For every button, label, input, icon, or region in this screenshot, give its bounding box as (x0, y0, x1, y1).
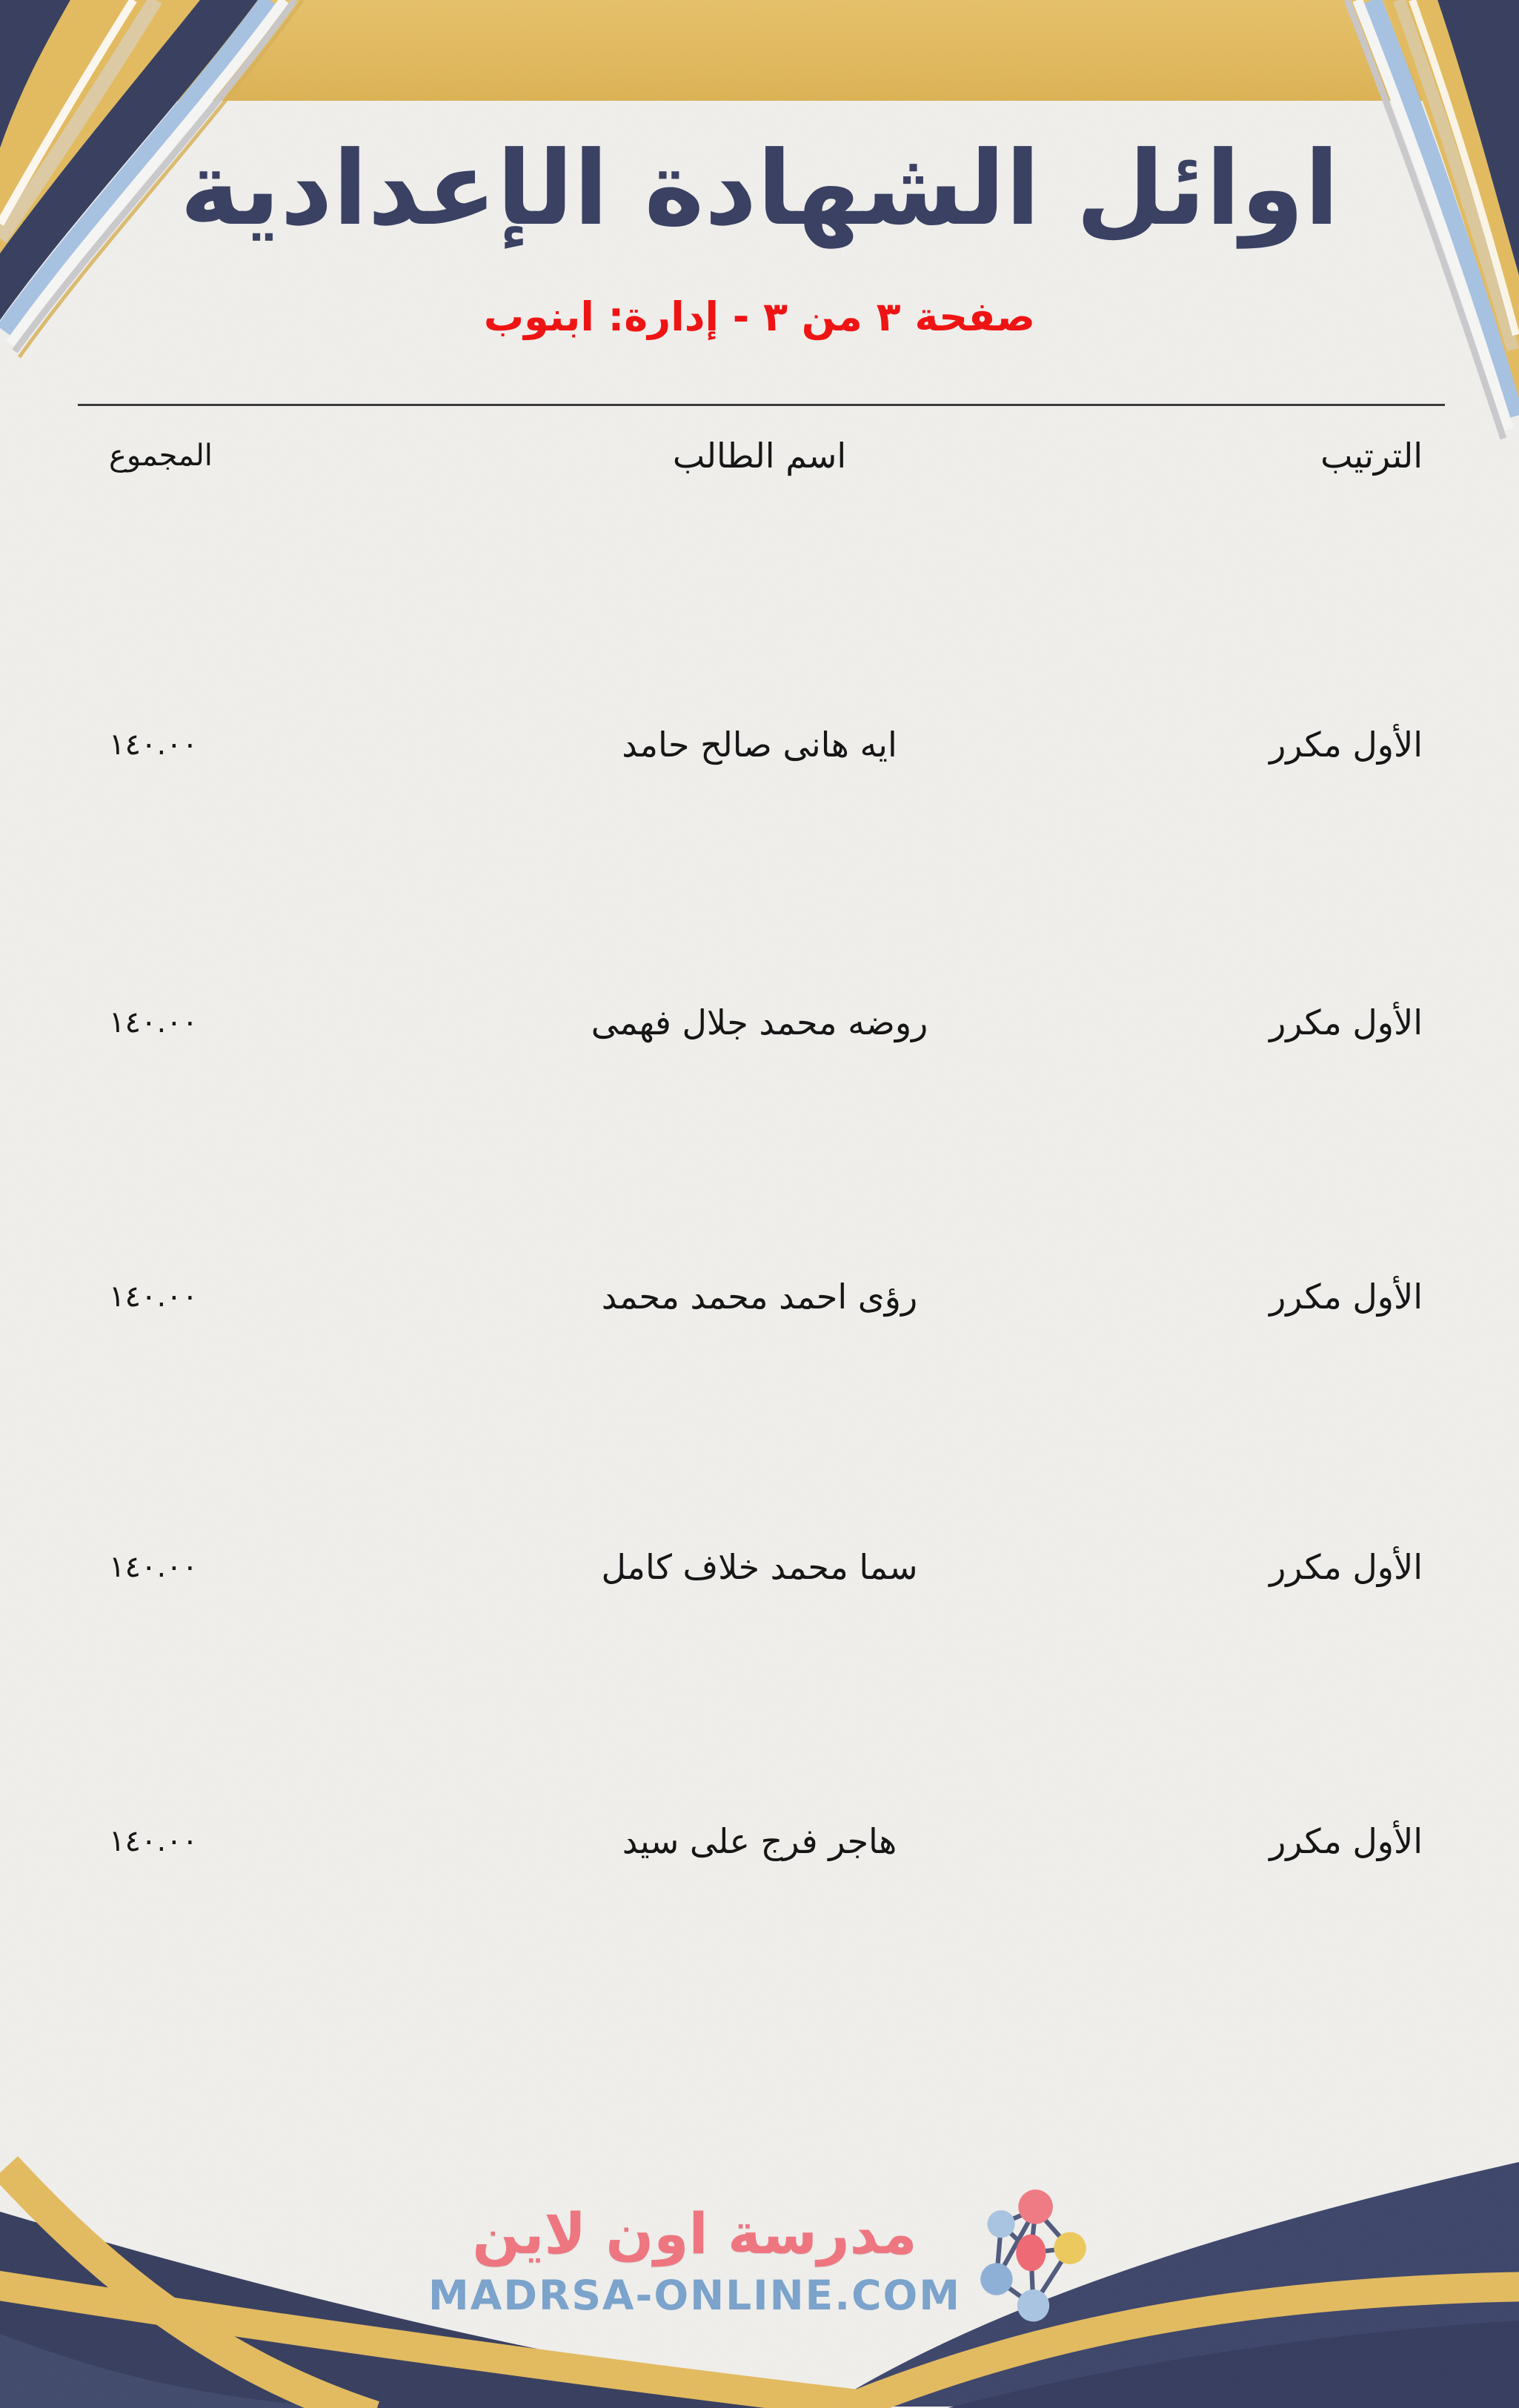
rank-cell: الأول مكرر (1269, 1547, 1423, 1587)
total-cell: ١٤٠.٠٠ (109, 1280, 199, 1314)
table-row (0, 704, 1519, 785)
total-cell: ١٤٠.٠٠ (109, 1005, 199, 1040)
name-cell: سما محمد خلاف كامل (601, 1547, 918, 1587)
logo-text-block (428, 2201, 961, 2319)
total-cell: ١٤٠.٠٠ (109, 1550, 199, 1584)
logo-arabic-text: مدرسة اون لاين (472, 2201, 917, 2266)
name-cell: هاجر فرج على سيد (622, 1821, 897, 1861)
page-title: اوائل الشهادة الإعدادية (179, 129, 1340, 248)
logo-domain-text: MADRSA-ONLINE.COM (428, 2272, 961, 2319)
table-row (0, 1256, 1519, 1337)
table-row (0, 1800, 1519, 1882)
column-header-rank: الترتيب (1320, 436, 1423, 476)
rank-cell: الأول مكرر (1269, 1002, 1423, 1042)
header-divider-line (78, 404, 1445, 406)
rank-cell: الأول مكرر (1269, 725, 1423, 765)
name-cell: روضه محمد جلال فهمى (591, 1002, 928, 1042)
network-graph-icon (976, 2184, 1091, 2336)
page-subtitle: صفحة ٣ من ٣ - إدارة: ابنوب (483, 293, 1036, 340)
rank-cell: الأول مكرر (1269, 1277, 1423, 1317)
rank-cell: الأول مكرر (1269, 1821, 1423, 1861)
column-header-name: اسم الطالب (672, 436, 847, 476)
total-cell: ١٤٠.٠٠ (109, 1824, 199, 1858)
column-header-total: المجموع (109, 439, 213, 473)
name-cell: ايه هانى صالح حامد (622, 725, 897, 765)
name-cell: رؤى احمد محمد محمد (601, 1277, 918, 1317)
table-row (0, 982, 1519, 1063)
table-header-row (0, 415, 1519, 496)
site-logo (0, 2175, 1519, 2345)
table-row (0, 1526, 1519, 1608)
total-cell: ١٤٠.٠٠ (109, 728, 199, 762)
